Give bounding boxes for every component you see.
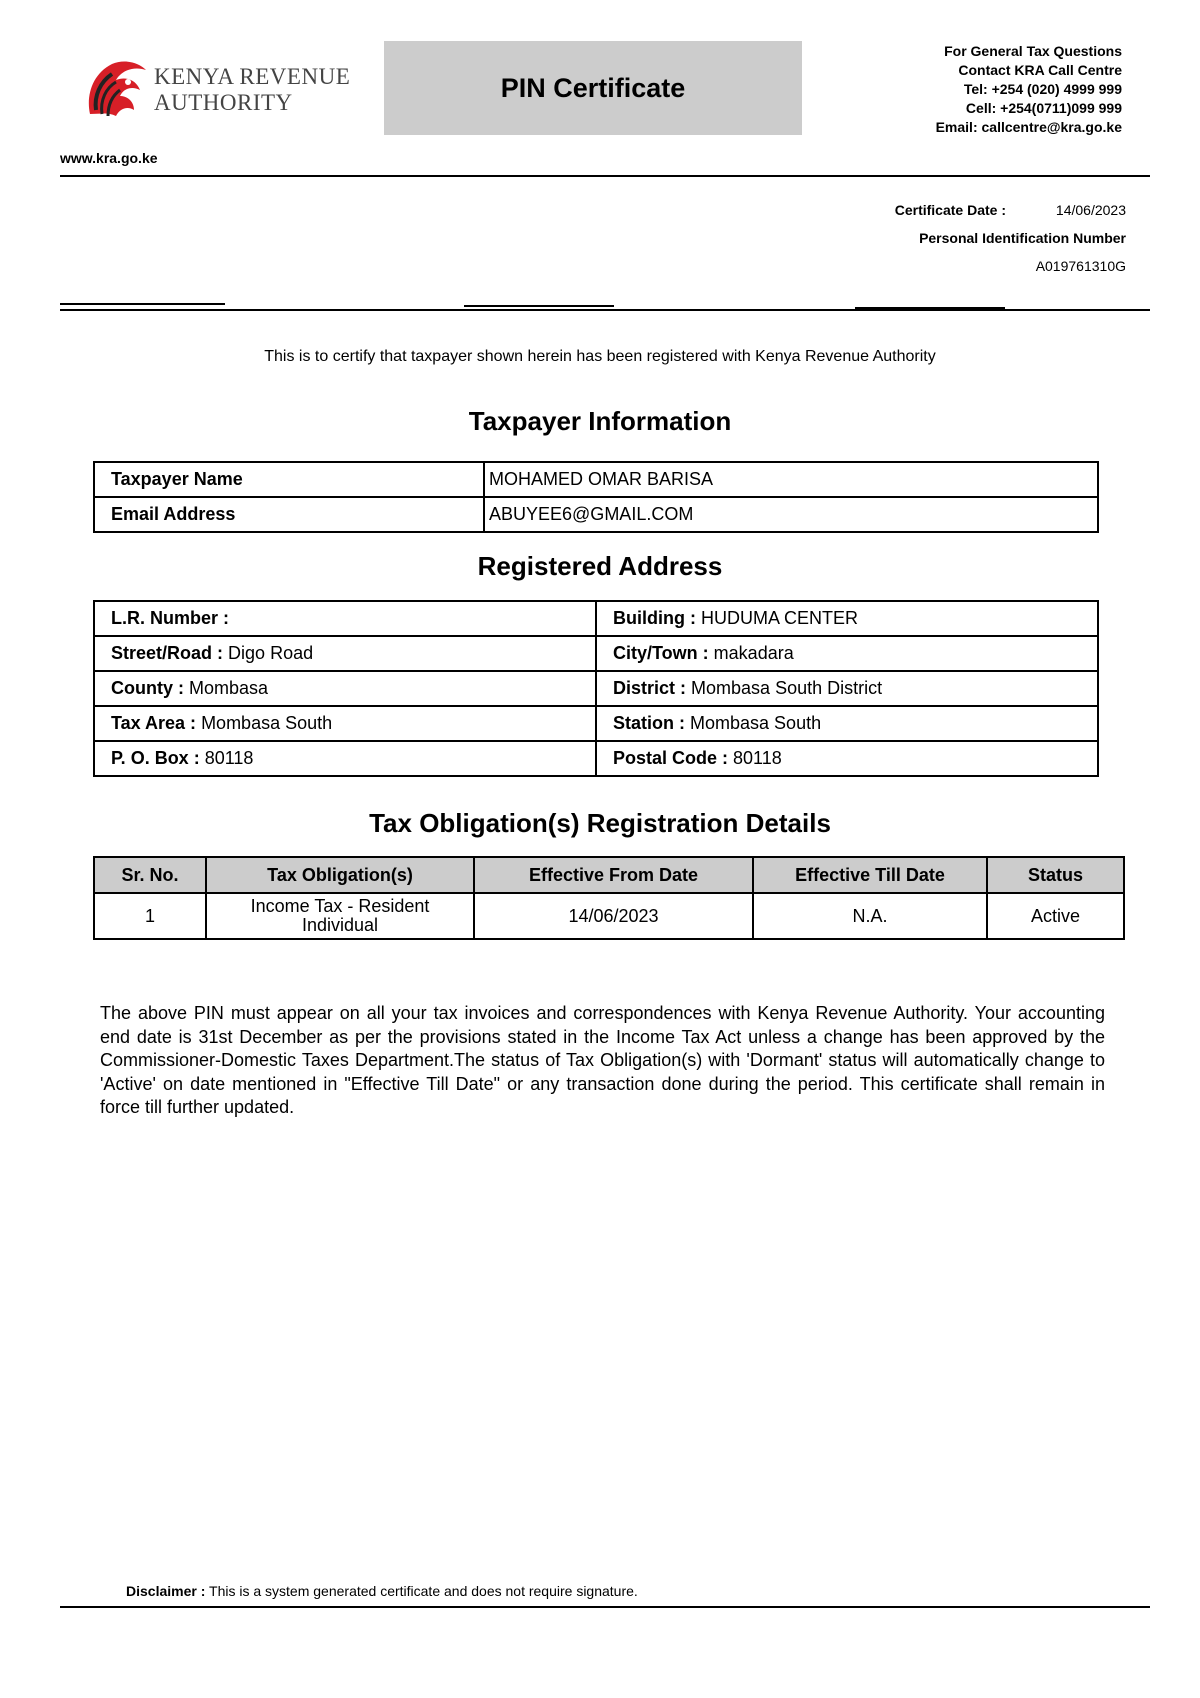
building-cell: [596, 601, 1098, 636]
postal-code-value: 80118: [733, 748, 782, 768]
lion-logo-icon: [82, 56, 152, 124]
obligations-section-title: Tax Obligation(s) Registration Details: [369, 808, 831, 838]
certificate-info: [806, 196, 1126, 280]
col-effective-from: Effective From Date: [474, 857, 753, 893]
col-sr-no: Sr. No.: [94, 857, 206, 893]
certificate-date-label: Certificate Date :: [894, 202, 1006, 218]
building-value: HUDUMA CENTER: [701, 608, 859, 628]
title-banner: [384, 41, 802, 135]
postal-code-label: Postal Code :: [613, 748, 729, 768]
logo-text-line1: KENYA REVENUE: [154, 64, 351, 89]
certificate-divider: [60, 309, 1150, 311]
email-label: Email Address: [94, 497, 484, 532]
tax-area-cell: [94, 706, 596, 741]
district-label: District :: [613, 678, 687, 698]
table-row: [94, 893, 1124, 939]
col-status: Status: [987, 857, 1124, 893]
pobox-value: 80118: [204, 748, 254, 768]
station-value: Mombasa South: [690, 713, 822, 733]
tax-area-value: Mombasa South: [201, 713, 333, 733]
status-cell: Active: [987, 893, 1124, 939]
street-value: Digo Road: [228, 643, 314, 663]
col-effective-till: Effective Till Date: [753, 857, 987, 893]
address-section-title: Registered Address: [477, 551, 723, 581]
tax-area-label: Tax Area :: [111, 713, 197, 733]
city-cell: [596, 636, 1098, 671]
pin-value: A019761310G: [1035, 258, 1126, 274]
website-link[interactable]: www.kra.go.ke: [60, 150, 158, 166]
city-value: makadara: [713, 643, 794, 663]
table-row: [94, 636, 1098, 671]
contact-email[interactable]: Email: callcentre@kra.go.ke: [935, 119, 1122, 135]
footer-divider: [60, 1606, 1150, 1608]
sr-no-cell: 1: [94, 893, 206, 939]
address-table: [93, 600, 1099, 777]
station-label: Station :: [613, 713, 685, 733]
col-tax-obligation: Tax Obligation(s): [206, 857, 474, 893]
tax-obligation-cell: [206, 893, 474, 939]
contact-centre: Contact KRA Call Centre: [958, 62, 1122, 78]
table-row: [94, 741, 1098, 776]
disclaimer-label: Disclaimer :: [126, 1583, 206, 1599]
city-label: City/Town :: [613, 643, 709, 663]
taxpayer-name-label: Taxpayer Name: [94, 462, 484, 497]
district-cell: [596, 671, 1098, 706]
taxpayer-name-value: MOHAMED OMAR BARISA: [484, 462, 1098, 497]
certificate-date-value: 14/06/2023: [1055, 202, 1126, 218]
table-row: [94, 671, 1098, 706]
county-label: County :: [111, 678, 184, 698]
postal-code-cell: [596, 741, 1098, 776]
building-label: Building :: [613, 608, 696, 628]
contact-block: [936, 42, 1122, 137]
taxpayer-table: [93, 461, 1099, 533]
station-cell: [596, 706, 1098, 741]
header-divider: [60, 175, 1150, 177]
lr-number-cell: [94, 601, 596, 636]
disclaimer-text: This is a system generated certificate and does not require signature.: [209, 1583, 638, 1599]
table-row: [94, 497, 1098, 532]
logo-text-line2: AUTHORITY: [154, 90, 293, 115]
pobox-cell: [94, 741, 596, 776]
table-header-row: [94, 857, 1124, 893]
table-row: [94, 601, 1098, 636]
email-value: ABUYEE6@GMAIL.COM: [484, 497, 1098, 532]
table-row: [94, 462, 1098, 497]
effective-from-cell: 14/06/2023: [474, 893, 753, 939]
pin-label: Personal Identification Number: [919, 230, 1126, 246]
county-cell: [94, 671, 596, 706]
kra-logo: [82, 56, 372, 124]
effective-till-cell: N.A.: [753, 893, 987, 939]
tax-obligation-line1: Income Tax - Resident: [250, 896, 430, 916]
divider-tick: [60, 303, 225, 305]
street-cell: [94, 636, 596, 671]
divider-tick: [464, 305, 614, 307]
pobox-label: P. O. Box :: [111, 748, 200, 768]
taxpayer-section-title: Taxpayer Information: [468, 406, 732, 436]
contact-tel: Tel: +254 (020) 4999 999: [963, 81, 1122, 97]
notice-paragraph: The above PIN must appear on all your tax invoices and correspondences with Kenya Revenue Authority. Your accounting end date is 31st December as per the provisions stated in the Income Tax Act unless a change has been approved by the Commissioner-Domestic Taxes Department.The status of Tax Obligation(s) with 'Dormant' status will automatically change to 'Active' on date mentioned in "Effective Till Date" or any transaction done during the period. This certificate shall remain in force till further updated.: [100, 1003, 1105, 1117]
contact-heading: For General Tax Questions: [944, 43, 1122, 59]
county-value: Mombasa: [189, 678, 269, 698]
obligations-table: [93, 856, 1125, 940]
tax-obligation-line2: Individual: [301, 915, 379, 935]
contact-cell: Cell: +254(0711)099 999: [965, 100, 1122, 116]
certify-statement: This is to certify that taxpayer shown herein has been registered with Kenya Revenue Authority: [264, 348, 936, 365]
page-title: PIN Certificate: [500, 72, 686, 103]
district-value: Mombasa South District: [691, 678, 883, 698]
disclaimer: [126, 1583, 638, 1599]
table-row: [94, 706, 1098, 741]
street-label: Street/Road :: [111, 643, 224, 663]
lr-number-label: L.R. Number :: [111, 608, 230, 628]
